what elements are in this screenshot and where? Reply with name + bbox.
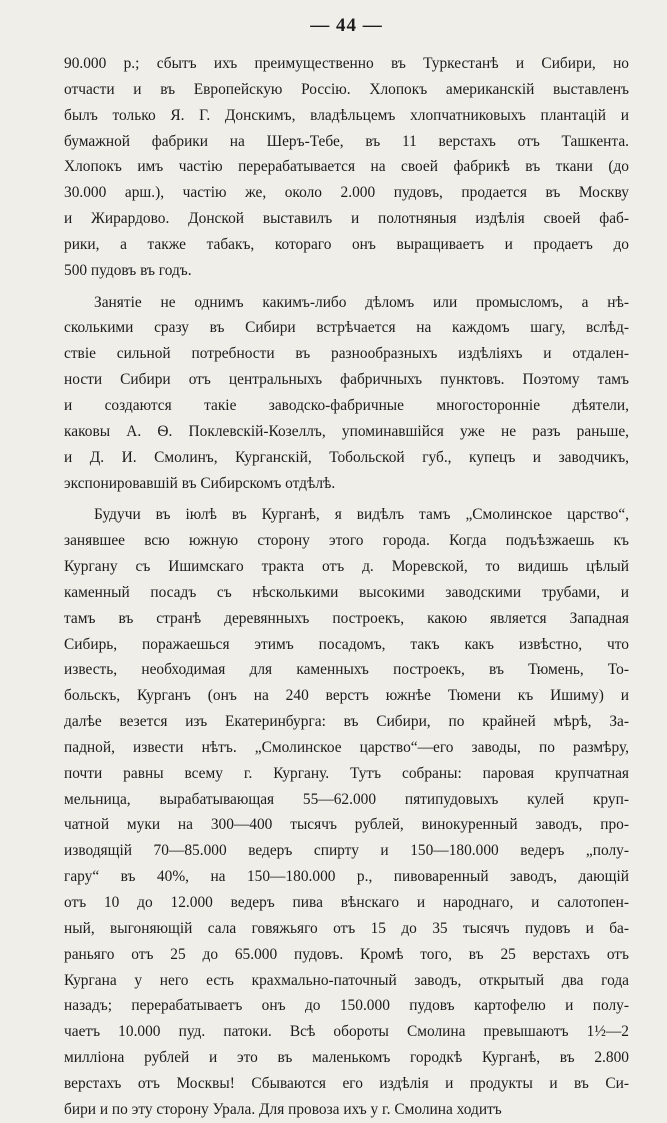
- paragraph: [64, 51, 629, 284]
- text-line: занявшее всю южную сторону этого города. Когда подъѣзжаешь къ: [64, 532, 629, 550]
- text-line: гару“ въ 40%, на 150—180.000 р., пивоваренный заводъ, дающій: [64, 868, 629, 886]
- text-line: Хлопокъ имъ частію перерабатывается на своей фабрикѣ въ ткани (до: [64, 158, 629, 176]
- paragraph: [64, 290, 629, 497]
- text-line: почти равны всему г. Кургану. Тутъ собраны: паровая крупчатная: [64, 764, 629, 782]
- paragraph: [64, 502, 629, 1122]
- text-line: Будучи въ іюлѣ въ Курганѣ, я видѣлъ тамъ „Смолинское царство“,: [94, 506, 629, 524]
- text-line: Кургана у него есть крахмально-паточный заводъ, открытый два года: [64, 971, 629, 989]
- text-line: назадъ; перерабатываетъ онъ до 150.000 пудовъ картофелю и полу-: [64, 997, 629, 1015]
- text-line: Занятіе не однимъ какимъ-либо дѣломъ или промысломъ, а нѣ-: [94, 293, 629, 311]
- text-line: изводящій 70—85.000 ведеръ спирту и 150—180.000 ведеръ „полу-: [64, 842, 629, 860]
- text-line: ствіе сильной потребности въ разнообразныхъ издѣліяхъ и отдален-: [64, 345, 629, 363]
- text-line: Кургану съ Ишимскаго тракта отъ д. Моревской, то видишь цѣлый: [64, 558, 629, 576]
- text-line: падной, извести нѣтъ. „Смолинское царство“—его заводы, по размѣру,: [64, 738, 629, 756]
- text-line: известь, необходимая для каменныхъ построекъ, въ Тюмень, То-: [64, 661, 629, 679]
- text-line: чатной муки на 300—400 тысячъ рублей, винокуренный заводъ, про-: [64, 816, 629, 834]
- text-line: 90.000 р.; сбытъ ихъ преимущественно въ Туркестанѣ и Сибири, но: [64, 55, 629, 72]
- text-line: сколькими сразу въ Сибири встрѣчается на каждомъ шагу, вслѣд-: [64, 319, 629, 337]
- text-line: милліона рублей и это въ маленькомъ городкѣ Курганѣ, въ 2.800: [64, 1049, 629, 1067]
- text-line: бумажной фабрики на Шеръ-Тебе, въ 11 верстахъ отъ Ташкента.: [64, 132, 629, 150]
- text-line: 500 пудовъ въ годъ.: [64, 261, 192, 279]
- text-line: чаетъ 10.000 пуд. патоки. Всѣ обороты Смолина превышаютъ 1½—2: [64, 1023, 629, 1041]
- text-line: бири и по эту сторону Урала. Для провоза ихъ у г. Смолина ходитъ: [64, 1100, 502, 1118]
- text-line: каковы А. Ѳ. Поклевскій-Козеллъ, упоминавшійся уже не разъ раньше,: [64, 422, 629, 440]
- text-line: экспонировавшій въ Сибирскомъ отдѣлѣ.: [64, 474, 336, 492]
- text-line: былъ только Я. Г. Донскимъ, владѣльцемъ хлопчатниковыхъ плантацій и: [64, 106, 629, 124]
- text-line: и Д. И. Смолинъ, Курганскій, Тобольской губ., купецъ и заводчикъ,: [64, 448, 629, 466]
- text-line: 30.000 арш.), частію же, около 2.000 пудовъ, продается въ Москву: [64, 184, 629, 202]
- text-line: верстахъ отъ Москвы! Сбываются его издѣлія и продукты и въ Си-: [64, 1074, 629, 1092]
- text-line: отъ 10 до 12.000 ведеръ пива вѣнскаго и народнаго, и салотопен-: [64, 894, 629, 911]
- text-line: раньяго отъ 25 до 65.000 пудовъ. Кромѣ того, въ 25 верстахъ отъ: [64, 945, 629, 963]
- body-text: [64, 51, 629, 1123]
- text-line: тамъ въ странѣ деревянныхъ построекъ, какою является Западная: [64, 609, 629, 627]
- text-line: и создаются такіе заводско-фабричные многосторонніе дѣятели,: [64, 396, 629, 414]
- text-line: далѣе везется изъ Екатеринбурга: въ Сибири, по крайней мѣрѣ, За-: [64, 713, 629, 731]
- page-number: — 44 —: [310, 15, 383, 36]
- text-line: Сибирь, поражаешься этимъ посадомъ, такъ какъ извѣстно, что: [64, 635, 629, 653]
- text-line: рики, а также табакъ, котораго онъ выращиваетъ и продаетъ до: [64, 235, 629, 253]
- text-line: ности Сибири отъ центральныхъ фабричныхъ пунктовъ. Поэтому тамъ: [64, 371, 629, 389]
- text-line: каменный посадъ съ нѣсколькими высокими заводскими трубами, и: [64, 583, 629, 601]
- text-line: и Жирардово. Донской выставилъ и полотняныя издѣлія своей фаб-: [64, 210, 629, 228]
- text-line: мельница, вырабатывающая 55—62.000 пятипудовыхъ кулей круп-: [64, 790, 629, 808]
- text-line: ный, выгоняющій сала говяжьяго отъ 15 до 35 тысячъ пудовъ и ба-: [64, 919, 629, 937]
- text-line: больскъ, Курганъ (онъ на 240 верстъ южнѣе Тюмени къ Ишиму) и: [64, 687, 629, 705]
- text-line: отчасти и въ Европейскую Россію. Хлопокъ американскій выставленъ: [64, 80, 629, 98]
